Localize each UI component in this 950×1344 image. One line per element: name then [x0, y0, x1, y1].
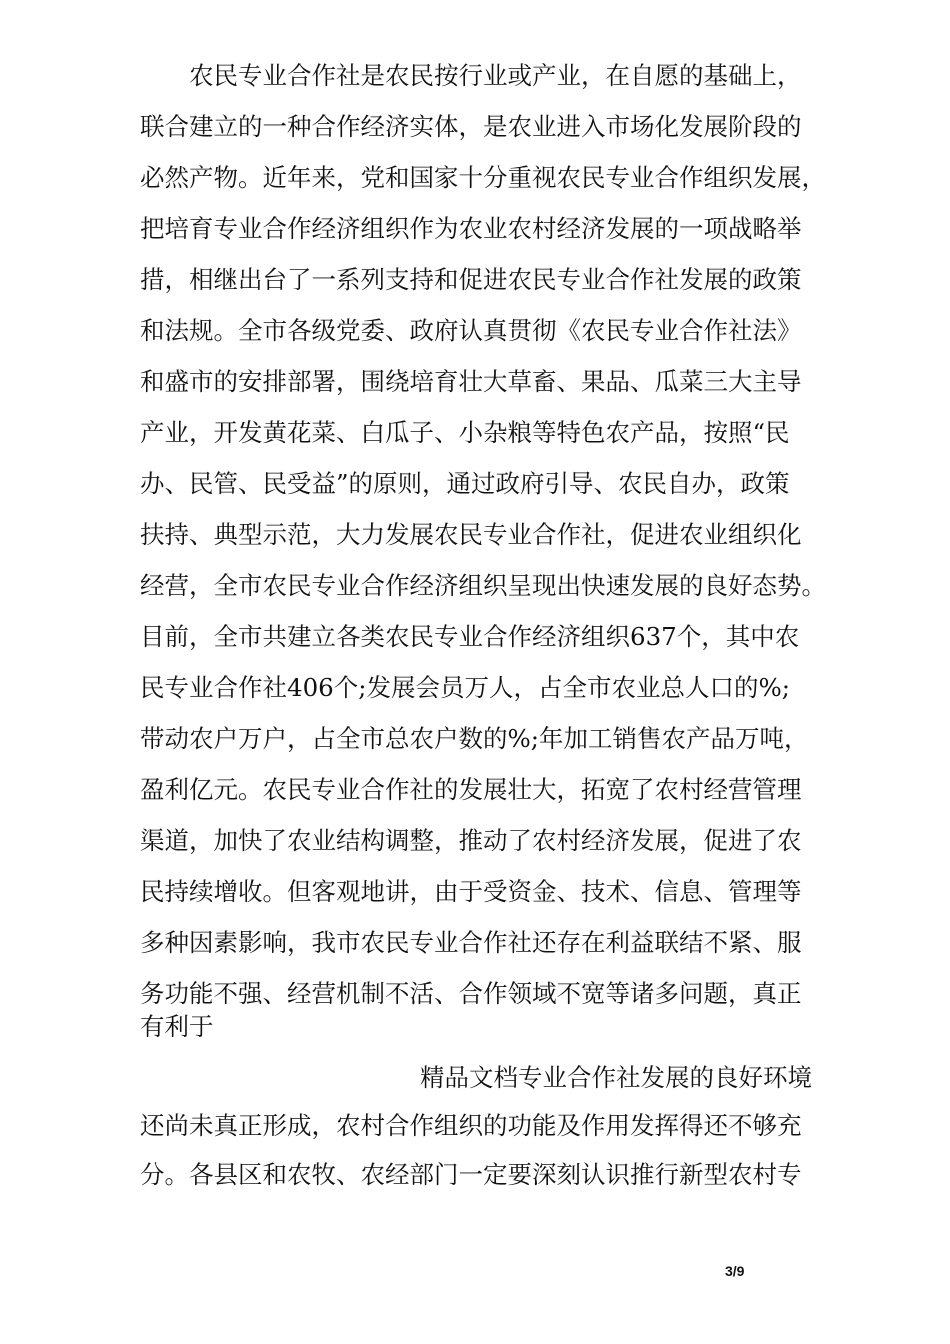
text-line-8: 产业，开发黄花菜、白瓜子、小杂粮等特色农产品，按照“民: [140, 418, 790, 447]
text-line-12: 目前，全市共建立各类农民专业合作经济组织637个，其中农: [140, 622, 800, 651]
text-line-16: 渠道，加快了农业结构调整，推动了农村经济发展，促进了农: [140, 826, 802, 855]
text-line-13: 民专业合作社406个;发展会员万人，占全市农业总人口的%;: [140, 673, 791, 702]
text-line-20: 有利于: [140, 1012, 214, 1041]
text-line-15: 盈利亿元。农民专业合作社的发展壮大，拓宽了农村经营管理: [140, 775, 802, 804]
text-line-23: 分。各县区和农牧、农经部门一定要深刻认识推行新型农村专: [140, 1160, 802, 1189]
text-line-6: 和法规。全市各级党委、政府认真贯彻《农民专业合作社法》: [140, 316, 802, 345]
text-line-5: 措，相继出台了一系列支持和促进农民专业合作社发展的政策: [140, 265, 802, 294]
text-line-2: 联合建立的一种合作经济实体，是农业进入市场化发展阶段的: [140, 112, 802, 141]
text-line-9: 办、民管、民受益”的原则，通过政府引导、农民自办，政策: [140, 469, 790, 498]
text-line-19: 务功能不强、经营机制不活、合作领域不宽等诸多问题，真正: [140, 979, 802, 1008]
text-line-3: 必然产物。近年来，党和国家十分重视农民专业合作组织发展，: [140, 163, 826, 192]
text-line-4: 把培育专业合作经济组织作为农业农村经济发展的一项战略举: [140, 214, 802, 243]
text-line-17: 民持续增收。但客观地讲，由于受资金、技术、信息、管理等: [140, 877, 802, 906]
text-line-22: 还尚未真正形成，农村合作组织的功能及作用发挥得还不够充: [140, 1111, 802, 1140]
text-line-18: 多种因素影响，我市农民专业合作社还存在利益联结不紧、服: [140, 928, 802, 957]
text-line-21: 精品文档专业合作社发展的良好环境: [420, 1063, 812, 1092]
text-line-1: 农民专业合作社是农民按行业或产业，在自愿的基础上，: [189, 61, 802, 90]
text-line-7: 和盛市的安排部署，围绕培育壮大草畜、果品、瓜菜三大主导: [140, 367, 802, 396]
text-line-14: 带动农户万户，占全市总农户数的%;年加工销售农产品万吨，: [140, 724, 809, 753]
text-line-11: 经营，全市农民专业合作经济组织呈现出快速发展的良好态势。: [140, 571, 826, 600]
text-line-10: 扶持、典型示范，大力发展农民专业合作社，促进农业组织化: [140, 520, 802, 549]
page-number: 3/9: [725, 1263, 745, 1279]
